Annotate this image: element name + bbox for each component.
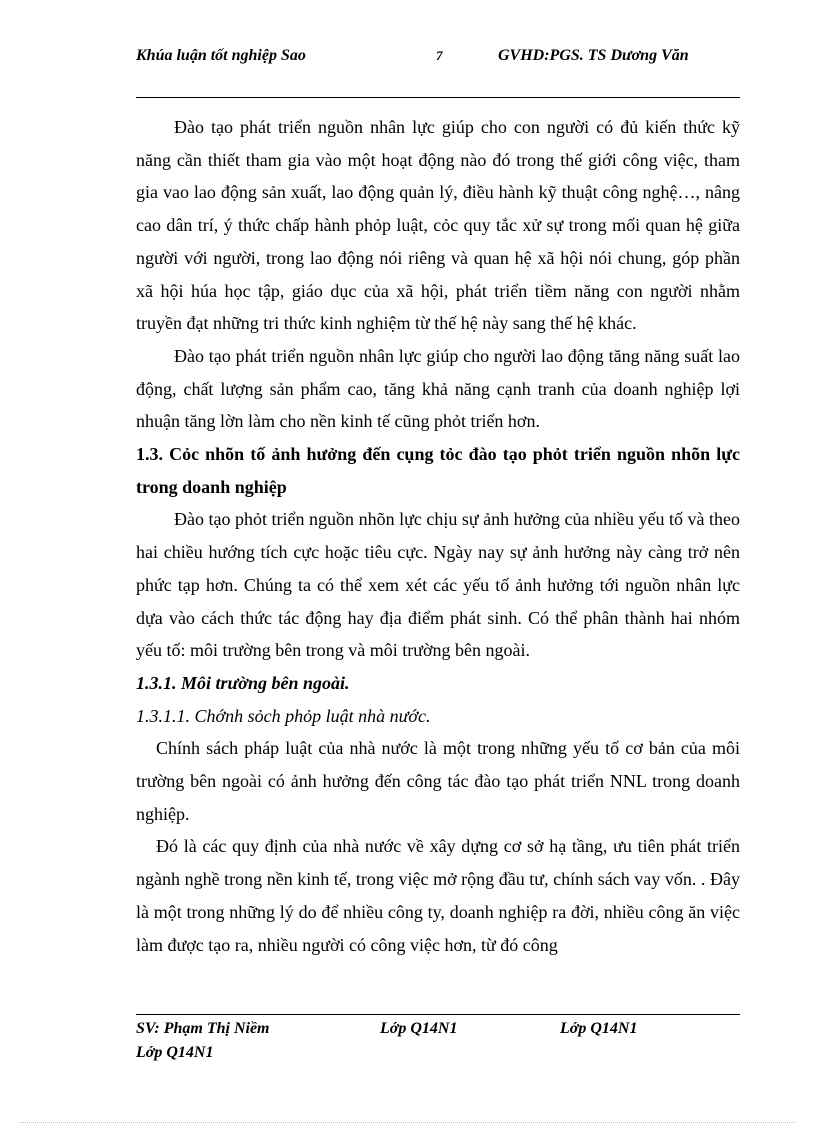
header-supervisor: GVHD:PGS. TS Dương Văn: [498, 47, 689, 64]
footer-student-name: SV: Phạm Thị Niềm: [136, 1020, 270, 1037]
paragraph-2: Đào tạo phát triển nguồn nhân lực giúp cho người lao động tăng năng suất lao động, chất lượng sản phẩm cao, tăng khả năng cạnh tranh của doanh nghiệp lợi nhuận tăng lờn làm cho nền kinh tế cũng phỏt triển hơn.: [136, 345, 740, 432]
page-header: [136, 44, 740, 94]
footer-rule: [136, 1014, 740, 1015]
footer-class-2: Lớp Q14N1: [560, 1020, 638, 1037]
section-heading-1-3: 1.3. Cỏc nhõn tố ảnh hưởng đến cụng tỏc đào tạo phỏt triển nguồn nhõn lực trong doanh nghiệp: [136, 444, 740, 497]
paragraph-1: Đào tạo phát triển nguồn nhân lực giúp cho con người có đủ kiến thức kỹ năng cần thiết tham gia vào một hoạt động nào đó trong thế giới công việc, tham gia vao lao động sản xuất, lao động quản lý, điều hành kỹ thuật công nghệ…, nâng cao dân trí, ý thức chấp hành phỏp luật, cỏc quy tắc xử sự trong mối quan hệ giữa người với người, trong lao động nói riêng và quan hệ xã hội nói chung, góp phần xã hội húa học tập, giáo dục của xã hội, phát triển tiềm năng con người nhằm truyền đạt những tri thức kinh nghiệm từ thế hệ này sang thế hệ khác.: [136, 117, 740, 334]
page-number: 7: [436, 48, 443, 63]
section-heading-1-3-1-1: 1.3.1.1. Chớnh sỏch phỏp luật nhà nước.: [136, 705, 431, 726]
header-thesis-title: Khúa luận tốt nghiệp Sao: [136, 47, 306, 64]
footer-class-1: Lớp Q14N1: [380, 1020, 458, 1037]
section-heading-1-3-1: 1.3.1. Môi trường bên ngoài.: [136, 672, 350, 693]
paragraph-3: Đào tạo phỏt triển nguồn nhõn lực chịu sự ảnh hưởng của nhiều yếu tố và theo hai chiều hướng tích cực hoặc tiêu cực. Ngày nay sự ảnh hưởng này càng trở nên phức tạp hơn. Chúng ta có thể xem xét các yếu tố ảnh hưởng tới nguồn nhân lực dựa vào cách thức tác động hay địa điểm phát sinh. Có thể phân thành hai nhóm yếu tố: môi trường bên trong và môi trường bên ngoài.: [136, 509, 740, 661]
page-body: [136, 111, 740, 961]
paragraph-5: Đó là các quy định của nhà nước về xây dựng cơ sở hạ tầng, ưu tiên phát triển ngành nghề trong nền kinh tế, trong việc mở rộng đầu tư, chính sách vay vốn. . Đây là một trong những lý do để nhiều công ty, doanh nghiệp ra đời, nhiều công ăn việc làm được tạo ra, nhiều người có công việc hơn, từ đó công: [136, 836, 740, 955]
paragraph-4: Chính sách pháp luật của nhà nước là một trong những yếu tố cơ bản của môi trường bên ngoài có ảnh hưởng đến công tác đào tạo phát triển NNL trong doanh nghiệp.: [136, 738, 740, 824]
header-rule: [136, 97, 740, 98]
footer-class-3: Lớp Q14N1: [136, 1044, 214, 1061]
